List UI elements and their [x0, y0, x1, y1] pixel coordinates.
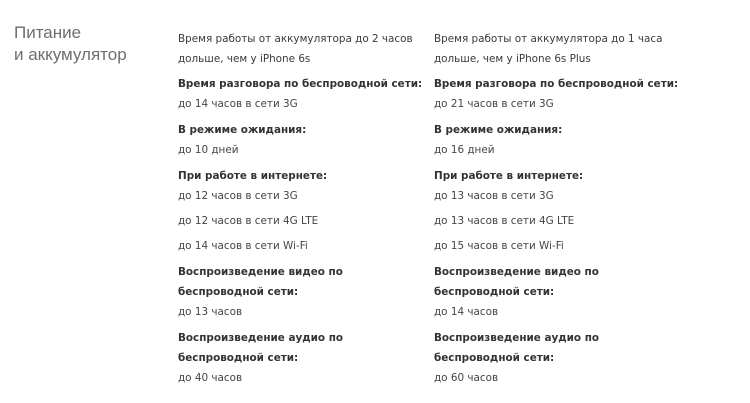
- spec-value: до 14 часов в сети Wi‑Fi: [178, 240, 308, 252]
- spec-value: до 10 дней: [178, 144, 239, 156]
- spec-column-iphone-7-plus: [434, 29, 684, 394]
- section-title-line2: и аккумулятор: [14, 45, 127, 64]
- spec-group-internet: [178, 166, 428, 256]
- spec-value: до 14 часов: [434, 306, 499, 318]
- spec-heading: В режиме ожидания:: [434, 124, 563, 136]
- spec-group-standby: [178, 120, 428, 160]
- spec-group-video: [434, 262, 684, 322]
- battery-intro: Время работы от аккумулятора до 1 часа дольше, чем у iPhone 6s Plus: [434, 33, 663, 65]
- spec-value: до 13 часов в сети 3G: [434, 190, 554, 202]
- spec-heading: Время разговора по беспроводной сети:: [434, 78, 679, 90]
- spec-value: до 60 часов: [434, 372, 499, 384]
- spec-heading: В режиме ожидания:: [178, 124, 307, 136]
- spec-heading: Воспроизведение видео по беспроводной сети:: [178, 266, 343, 298]
- spec-heading: Воспроизведение видео по беспроводной сети:: [434, 266, 599, 298]
- spec-value: до 13 часов в сети 4G LTE: [434, 215, 575, 227]
- spec-value: до 14 часов в сети 3G: [178, 98, 298, 110]
- spec-column-iphone-7: [178, 29, 428, 394]
- spec-heading: При работе в интернете:: [434, 170, 584, 182]
- spec-group-internet: [434, 166, 684, 256]
- battery-intro: Время работы от аккумулятора до 2 часов дольше, чем у iPhone 6s: [178, 33, 413, 65]
- spec-group-audio: [178, 328, 428, 388]
- spec-group-talk-time: [434, 74, 684, 114]
- spec-group-talk-time: [178, 74, 428, 114]
- spec-value: до 12 часов в сети 3G: [178, 190, 298, 202]
- spec-value: до 15 часов в сети Wi‑Fi: [434, 240, 564, 252]
- section-title: [14, 22, 164, 66]
- spec-heading: Воспроизведение аудио по беспроводной сети:: [178, 332, 344, 364]
- spec-heading: Время разговора по беспроводной сети:: [178, 78, 423, 90]
- spec-heading: Воспроизведение аудио по беспроводной сети:: [434, 332, 600, 364]
- spec-value: до 40 часов: [178, 372, 243, 384]
- spec-value: до 16 дней: [434, 144, 495, 156]
- spec-group-video: [178, 262, 428, 322]
- spec-group-standby: [434, 120, 684, 160]
- section-title-line1: Питание: [14, 23, 82, 42]
- spec-value: до 21 часов в сети 3G: [434, 98, 554, 110]
- spec-heading: При работе в интернете:: [178, 170, 328, 182]
- spec-value: до 13 часов: [178, 306, 243, 318]
- spec-group-audio: [434, 328, 684, 388]
- spec-value: до 12 часов в сети 4G LTE: [178, 215, 319, 227]
